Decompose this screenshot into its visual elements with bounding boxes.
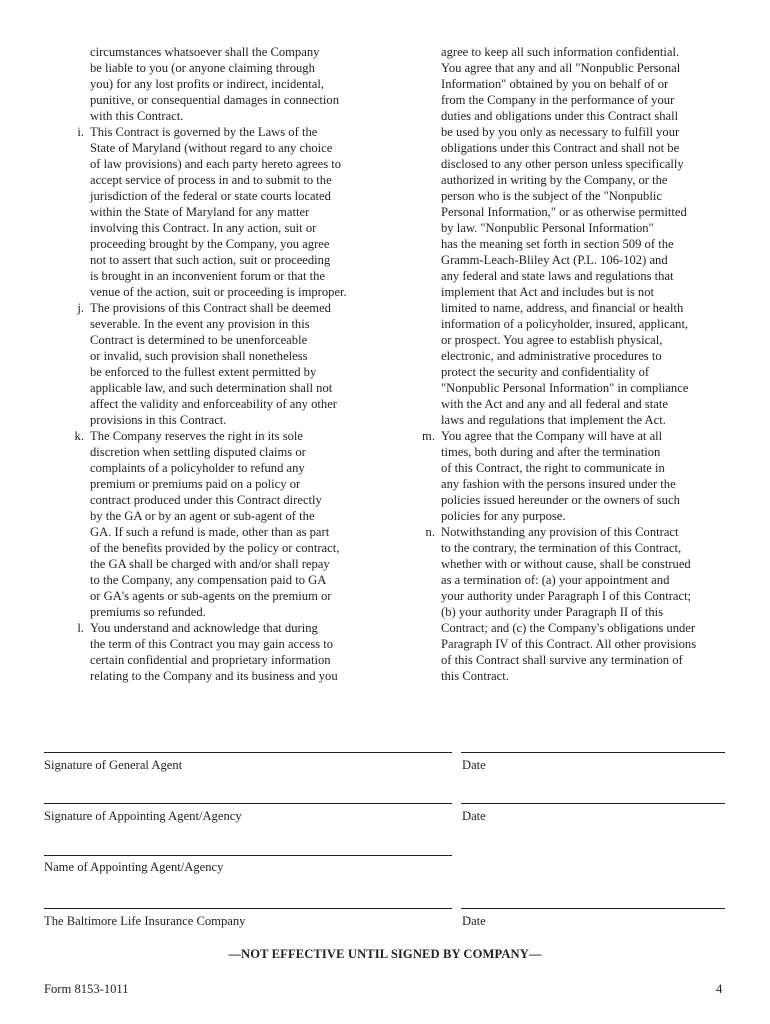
text-line: Gramm-Leach-Bliley Act (P.L. 106-102) and <box>441 253 668 267</box>
text-line: accept service of process in and to submit to the <box>90 173 332 187</box>
general-agent-date-label: Date <box>462 758 486 772</box>
text-line: contract produced under this Contract directly <box>90 493 322 507</box>
company-signature-line[interactable] <box>44 908 452 909</box>
appointing-agent-date-label: Date <box>462 809 486 823</box>
text-line: applicable law, and such determination shall not <box>90 381 333 395</box>
text-line: as a termination of: (a) your appointment and <box>441 573 670 587</box>
text-line: information of a policyholder, insured, applicant, <box>441 317 689 331</box>
text-line: premiums so refunded. <box>90 605 206 619</box>
text-line: Notwithstanding any provision of this Contract <box>441 525 679 539</box>
text-line: premium or premiums paid on a policy or <box>90 477 301 491</box>
text-line: relating to the Company and its business and you <box>90 669 338 683</box>
text-line: be liable to you (or anyone claiming through <box>90 61 315 75</box>
text-line: any fashion with the persons insured under the <box>441 477 676 491</box>
text-line: punitive, or consequential damages in connection <box>90 93 340 107</box>
text-line: obligations under this Contract and shall not be <box>441 141 680 155</box>
text-line: of the benefits provided by the policy or contract, <box>90 541 340 555</box>
company-date-line[interactable] <box>461 908 725 909</box>
text-line: be used by you only as necessary to fulfill your <box>441 125 680 139</box>
text-line: by law. "Nonpublic Personal Information" <box>441 221 654 235</box>
clause-l <box>62 620 382 684</box>
text-line: of this Contract shall survive any termination of <box>441 653 683 667</box>
appointing-agent-signature-line[interactable] <box>44 803 452 804</box>
left-column <box>62 44 382 684</box>
text-line: venue of the action, suit or proceeding is improper. <box>90 285 347 299</box>
text-line: You understand and acknowledge that during <box>90 621 318 635</box>
text-line: protect the security and confidentiality of <box>441 365 650 379</box>
text-line: authorized in writing by the Company, or the <box>441 173 668 187</box>
text-line: Paragraph IV of this Contract. All other provisions <box>441 637 697 651</box>
text-line: proceeding brought by the Company, you agree <box>90 237 330 251</box>
text-line: limited to name, address, and financial or health <box>441 301 684 315</box>
company-signature-label: The Baltimore Life Insurance Company <box>44 914 246 928</box>
text-line: or prospect. You agree to establish physical, <box>441 333 663 347</box>
text-line: "Nonpublic Personal Information" in compliance <box>441 381 689 395</box>
text-line: the GA shall be charged with and/or shall repay <box>90 557 330 571</box>
text-line: duties and obligations under this Contract shall <box>441 109 679 123</box>
text-line: severable. In the event any provision in this <box>90 317 310 331</box>
general-agent-date-line[interactable] <box>461 752 725 753</box>
clause-label: j. <box>77 301 84 315</box>
text-line: agree to keep all such information confidential. <box>441 45 680 59</box>
text-line: any federal and state laws and regulations that <box>441 269 674 283</box>
continuation-text <box>413 44 725 428</box>
clause-label: l. <box>77 621 84 635</box>
text-line: of law provisions) and each party hereto agrees to <box>90 157 342 171</box>
text-line: complaints of a policyholder to refund any <box>90 461 305 475</box>
text-line: is brought in an inconvenient forum or that the <box>90 269 326 283</box>
effective-notice: —NOT EFFECTIVE UNTIL SIGNED BY COMPANY— <box>228 947 542 961</box>
text-line: circumstances whatsoever shall the Company <box>90 45 320 59</box>
general-agent-signature-line[interactable] <box>44 752 452 753</box>
text-line: you) for any lost profits or indirect, incidental, <box>90 77 324 91</box>
text-line: to the contrary, the termination of this Contract, <box>441 541 682 555</box>
text-line: or invalid, such provision shall nonetheless <box>90 349 308 363</box>
text-line: policies issued hereunder or the owners of such <box>441 493 680 507</box>
text-line: with the Act and any and all federal and state <box>441 397 668 411</box>
text-line: certain confidential and proprietary information <box>90 653 331 667</box>
form-number: Form 8153-1011 <box>44 982 129 996</box>
appointing-agent-signature-label: Signature of Appointing Agent/Agency <box>44 809 242 823</box>
page-number: 4 <box>716 982 723 996</box>
text-line: laws and regulations that implement the Act. <box>441 413 666 427</box>
text-line: The provisions of this Contract shall be deemed <box>90 301 331 315</box>
text-line: jurisdiction of the federal or state courts located <box>90 189 331 203</box>
company-date-label: Date <box>462 914 486 928</box>
appointing-agent-name-line[interactable] <box>44 855 452 856</box>
text-line: person who is the subject of the "Nonpublic <box>441 189 662 203</box>
clause-k <box>62 428 382 620</box>
text-line: (b) your authority under Paragraph II of this <box>441 605 664 619</box>
text-line: times, both during and after the termination <box>441 445 661 459</box>
text-line: to the Company, any compensation paid to GA <box>90 573 327 587</box>
appointing-agent-date-line[interactable] <box>461 803 725 804</box>
text-line: not to assert that such action, suit or proceeding <box>90 253 331 267</box>
appointing-agent-name-label: Name of Appointing Agent/Agency <box>44 860 224 874</box>
text-line: State of Maryland (without regard to any choice <box>90 141 333 155</box>
right-column <box>413 44 725 684</box>
clause-label: k. <box>74 429 84 443</box>
text-line: Information" obtained by you on behalf of or <box>441 77 669 91</box>
text-line: The Company reserves the right in its sole <box>90 429 303 443</box>
text-line: implement that Act and includes but is not <box>441 285 655 299</box>
clause-m <box>413 428 725 524</box>
text-line: provisions in this Contract. <box>90 413 227 427</box>
text-line: of this Contract, the right to communicate in <box>441 461 665 475</box>
text-line: has the meaning set forth in section 509 of the <box>441 237 674 251</box>
text-line: involving this Contract. In any action, suit or <box>90 221 317 235</box>
text-line: electronic, and administrative procedures to <box>441 349 662 363</box>
text-line: within the State of Maryland for any matter <box>90 205 310 219</box>
continuation-text <box>62 44 382 124</box>
text-line: the term of this Contract you may gain access to <box>90 637 334 651</box>
clause-i <box>62 124 382 300</box>
general-agent-signature-label: Signature of General Agent <box>44 758 183 772</box>
clause-n <box>413 524 725 684</box>
text-line: by the GA or by an agent or sub-agent of the <box>90 509 315 523</box>
text-line: Personal Information," or as otherwise permitted <box>441 205 687 219</box>
text-line: affect the validity and enforceability of any other <box>90 397 337 411</box>
text-line: your authority under Paragraph I of this Contract; <box>441 589 692 603</box>
text-line: You agree that the Company will have at all <box>441 429 663 443</box>
text-line: this Contract. <box>441 669 509 683</box>
clause-j <box>62 300 382 428</box>
text-line: be enforced to the fullest extent permitted by <box>90 365 317 379</box>
text-line: or GA's agents or sub-agents on the premium or <box>90 589 332 603</box>
text-line: discretion when settling disputed claims or <box>90 445 306 459</box>
text-line: You agree that any and all "Nonpublic Personal <box>441 61 681 75</box>
text-line: disclosed to any other person unless specifically <box>441 157 684 171</box>
text-line: policies for any purpose. <box>441 509 566 523</box>
text-line: Contract is determined to be unenforceable <box>90 333 308 347</box>
text-line: GA. If such a refund is made, other than as part <box>90 525 330 539</box>
text-line: whether with or without cause, shall be construed <box>441 557 691 571</box>
text-line: This Contract is governed by the Laws of the <box>90 125 318 139</box>
text-line: with this Contract. <box>90 109 184 123</box>
text-line: Contract; and (c) the Company's obligations under <box>441 621 696 635</box>
clause-label: n. <box>425 525 435 539</box>
clause-label: m. <box>422 429 435 443</box>
clause-label: i. <box>77 125 84 139</box>
text-line: from the Company in the performance of your <box>441 93 675 107</box>
